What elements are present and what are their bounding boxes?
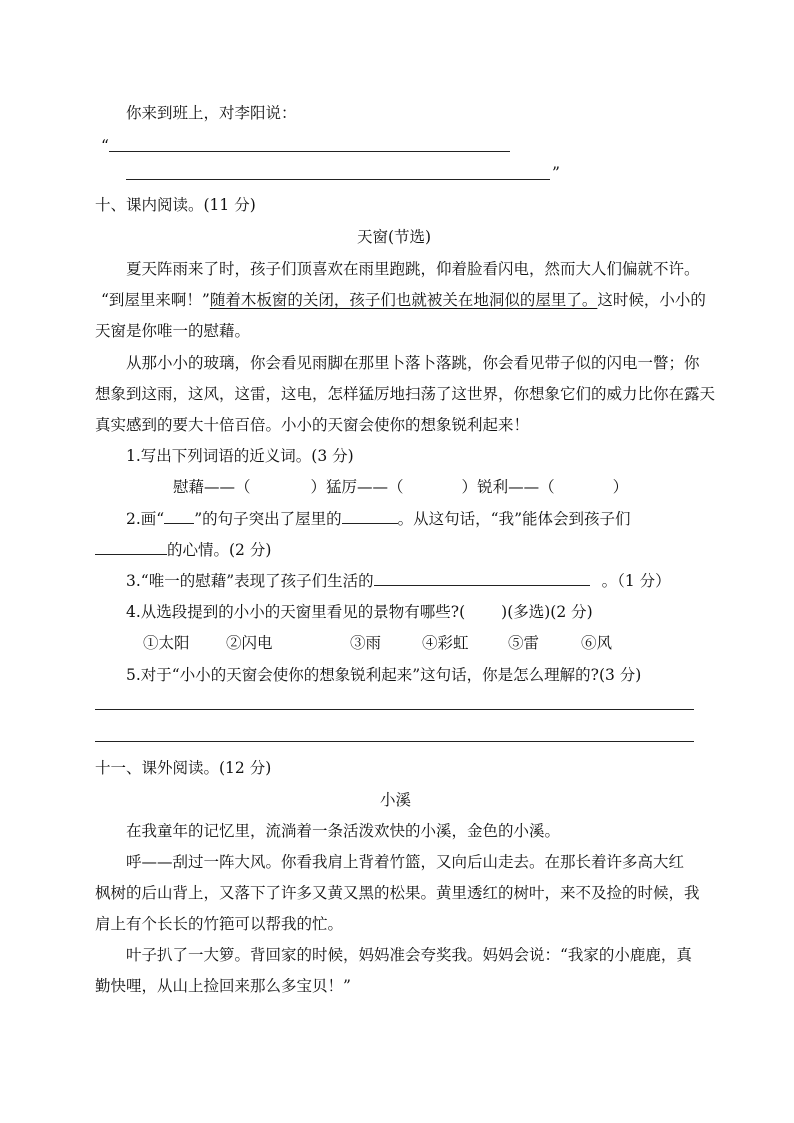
option[interactable]: ②闪电 <box>226 634 273 652</box>
passage-line: 叶子扒了一大箩。背回家的时候，妈妈准会夸奖我。妈妈会说：“我家的小鹿鹿，真 <box>126 946 692 964</box>
section11-heading: 十一、课外阅读。(12 分) <box>95 759 272 777</box>
question-4 <box>126 602 593 622</box>
close-quote: ” <box>552 164 560 182</box>
section10-title: 天窗(节选) <box>357 228 432 246</box>
option[interactable]: ①太阳 <box>143 634 190 652</box>
q3-text-b: 。（1 分） <box>601 572 671 590</box>
option[interactable]: ③雨 <box>350 634 382 652</box>
word-1: 慰藉——（ <box>173 478 251 496</box>
option[interactable]: ④彩虹 <box>422 634 469 652</box>
word-2: 猛厉——（ <box>326 478 404 496</box>
option[interactable]: ⑥风 <box>581 634 613 652</box>
passage-line: 勤快哩，从山上捡回来那么多宝贝！” <box>95 977 351 995</box>
q4-text-a: 4.从选段提到的小小的天窗里看见的景物有哪些?( <box>126 603 466 621</box>
section10-heading: 十、课内阅读。(11 分) <box>95 196 256 214</box>
passage-line: 从那小小的玻璃，你会看见雨脚在那里卜落卜落跳，你会看见带子似的闪电一瞥；你 <box>126 354 700 372</box>
question-2 <box>126 509 631 529</box>
letter-intro: 你来到班上，对李阳说： <box>126 104 297 122</box>
underlined-sentence: 随着木板窗的关闭，孩子们也就被关在地洞似的屋里了。 <box>209 291 598 309</box>
passage-line: 呼——刮过一阵大风。你看我肩上背着竹篮，又向后山走去。在那长着许多高大红 <box>126 853 685 871</box>
word-2-close: ） <box>461 478 478 496</box>
passage-line: 肩上有个长长的竹筢可以帮我的忙。 <box>95 915 344 933</box>
q2-text-a: 2.画“ <box>126 510 165 528</box>
answer-line[interactable] <box>95 709 694 710</box>
word-3: 锐利——（ <box>477 478 555 496</box>
answer-line-1[interactable] <box>109 151 510 152</box>
section11-title: 小溪 <box>380 791 412 809</box>
answer-blank[interactable] <box>95 540 167 555</box>
passage-text: 这时候，小小的 <box>597 291 706 309</box>
q2-line2: 的心情。(2 分) <box>167 541 272 559</box>
answer-blank[interactable] <box>342 509 398 524</box>
question-3 <box>126 571 671 591</box>
underline-mark <box>164 509 194 524</box>
q4-text-b: )(多选)(2 分) <box>501 603 593 621</box>
passage-line: 想象到这雨，这风，这雷，这电，怎样猛厉地扫荡了这世界，你想象它们的威力比你在露天 <box>95 385 716 403</box>
passage-line <box>101 290 706 310</box>
option[interactable]: ⑤雷 <box>508 634 540 652</box>
word-3-close: ） <box>612 478 629 496</box>
quote-text: “到屋里来啊！” <box>101 291 210 309</box>
q2-text-c: 。从这句话，“我”能体会到孩子们 <box>397 510 631 528</box>
passage-line: 夏天阵雨来了时，孩子们顶喜欢在雨里跑跳，仰着脸看闪电，然而大人们偏就不许。 <box>126 260 700 278</box>
question-1: 1.写出下列词语的近义词。(3 分) <box>126 447 354 465</box>
passage-line: 在我童年的记忆里，流淌着一条活泼欢快的小溪，金色的小溪。 <box>126 822 561 840</box>
question-2-cont <box>95 540 271 560</box>
question-5: 5.对于“小小的天窗会使你的想象锐利起来”这句话，你是怎么理解的?(3 分) <box>126 666 642 684</box>
answer-line-2[interactable] <box>126 179 550 180</box>
passage-line: 真实感到的要大十倍百倍。小小的天窗会使你的想象锐利起来！ <box>95 416 530 434</box>
passage-line: 枫树的后山背上，又落下了许多又黄又黑的松果。黄里透红的树叶，来不及捡的时候，我 <box>95 884 700 902</box>
synonym-row <box>173 477 628 497</box>
q2-text-b: ”的句子突出了屋里的 <box>194 510 342 528</box>
passage-line: 天窗是你唯一的慰藉。 <box>95 322 251 340</box>
word-1-close: ） <box>310 478 327 496</box>
answer-blank[interactable] <box>374 571 590 586</box>
open-quote: “ <box>101 137 109 155</box>
q3-text-a: 3.“唯一的慰藉”表现了孩子们生活的 <box>126 572 374 590</box>
answer-line[interactable] <box>95 741 694 742</box>
